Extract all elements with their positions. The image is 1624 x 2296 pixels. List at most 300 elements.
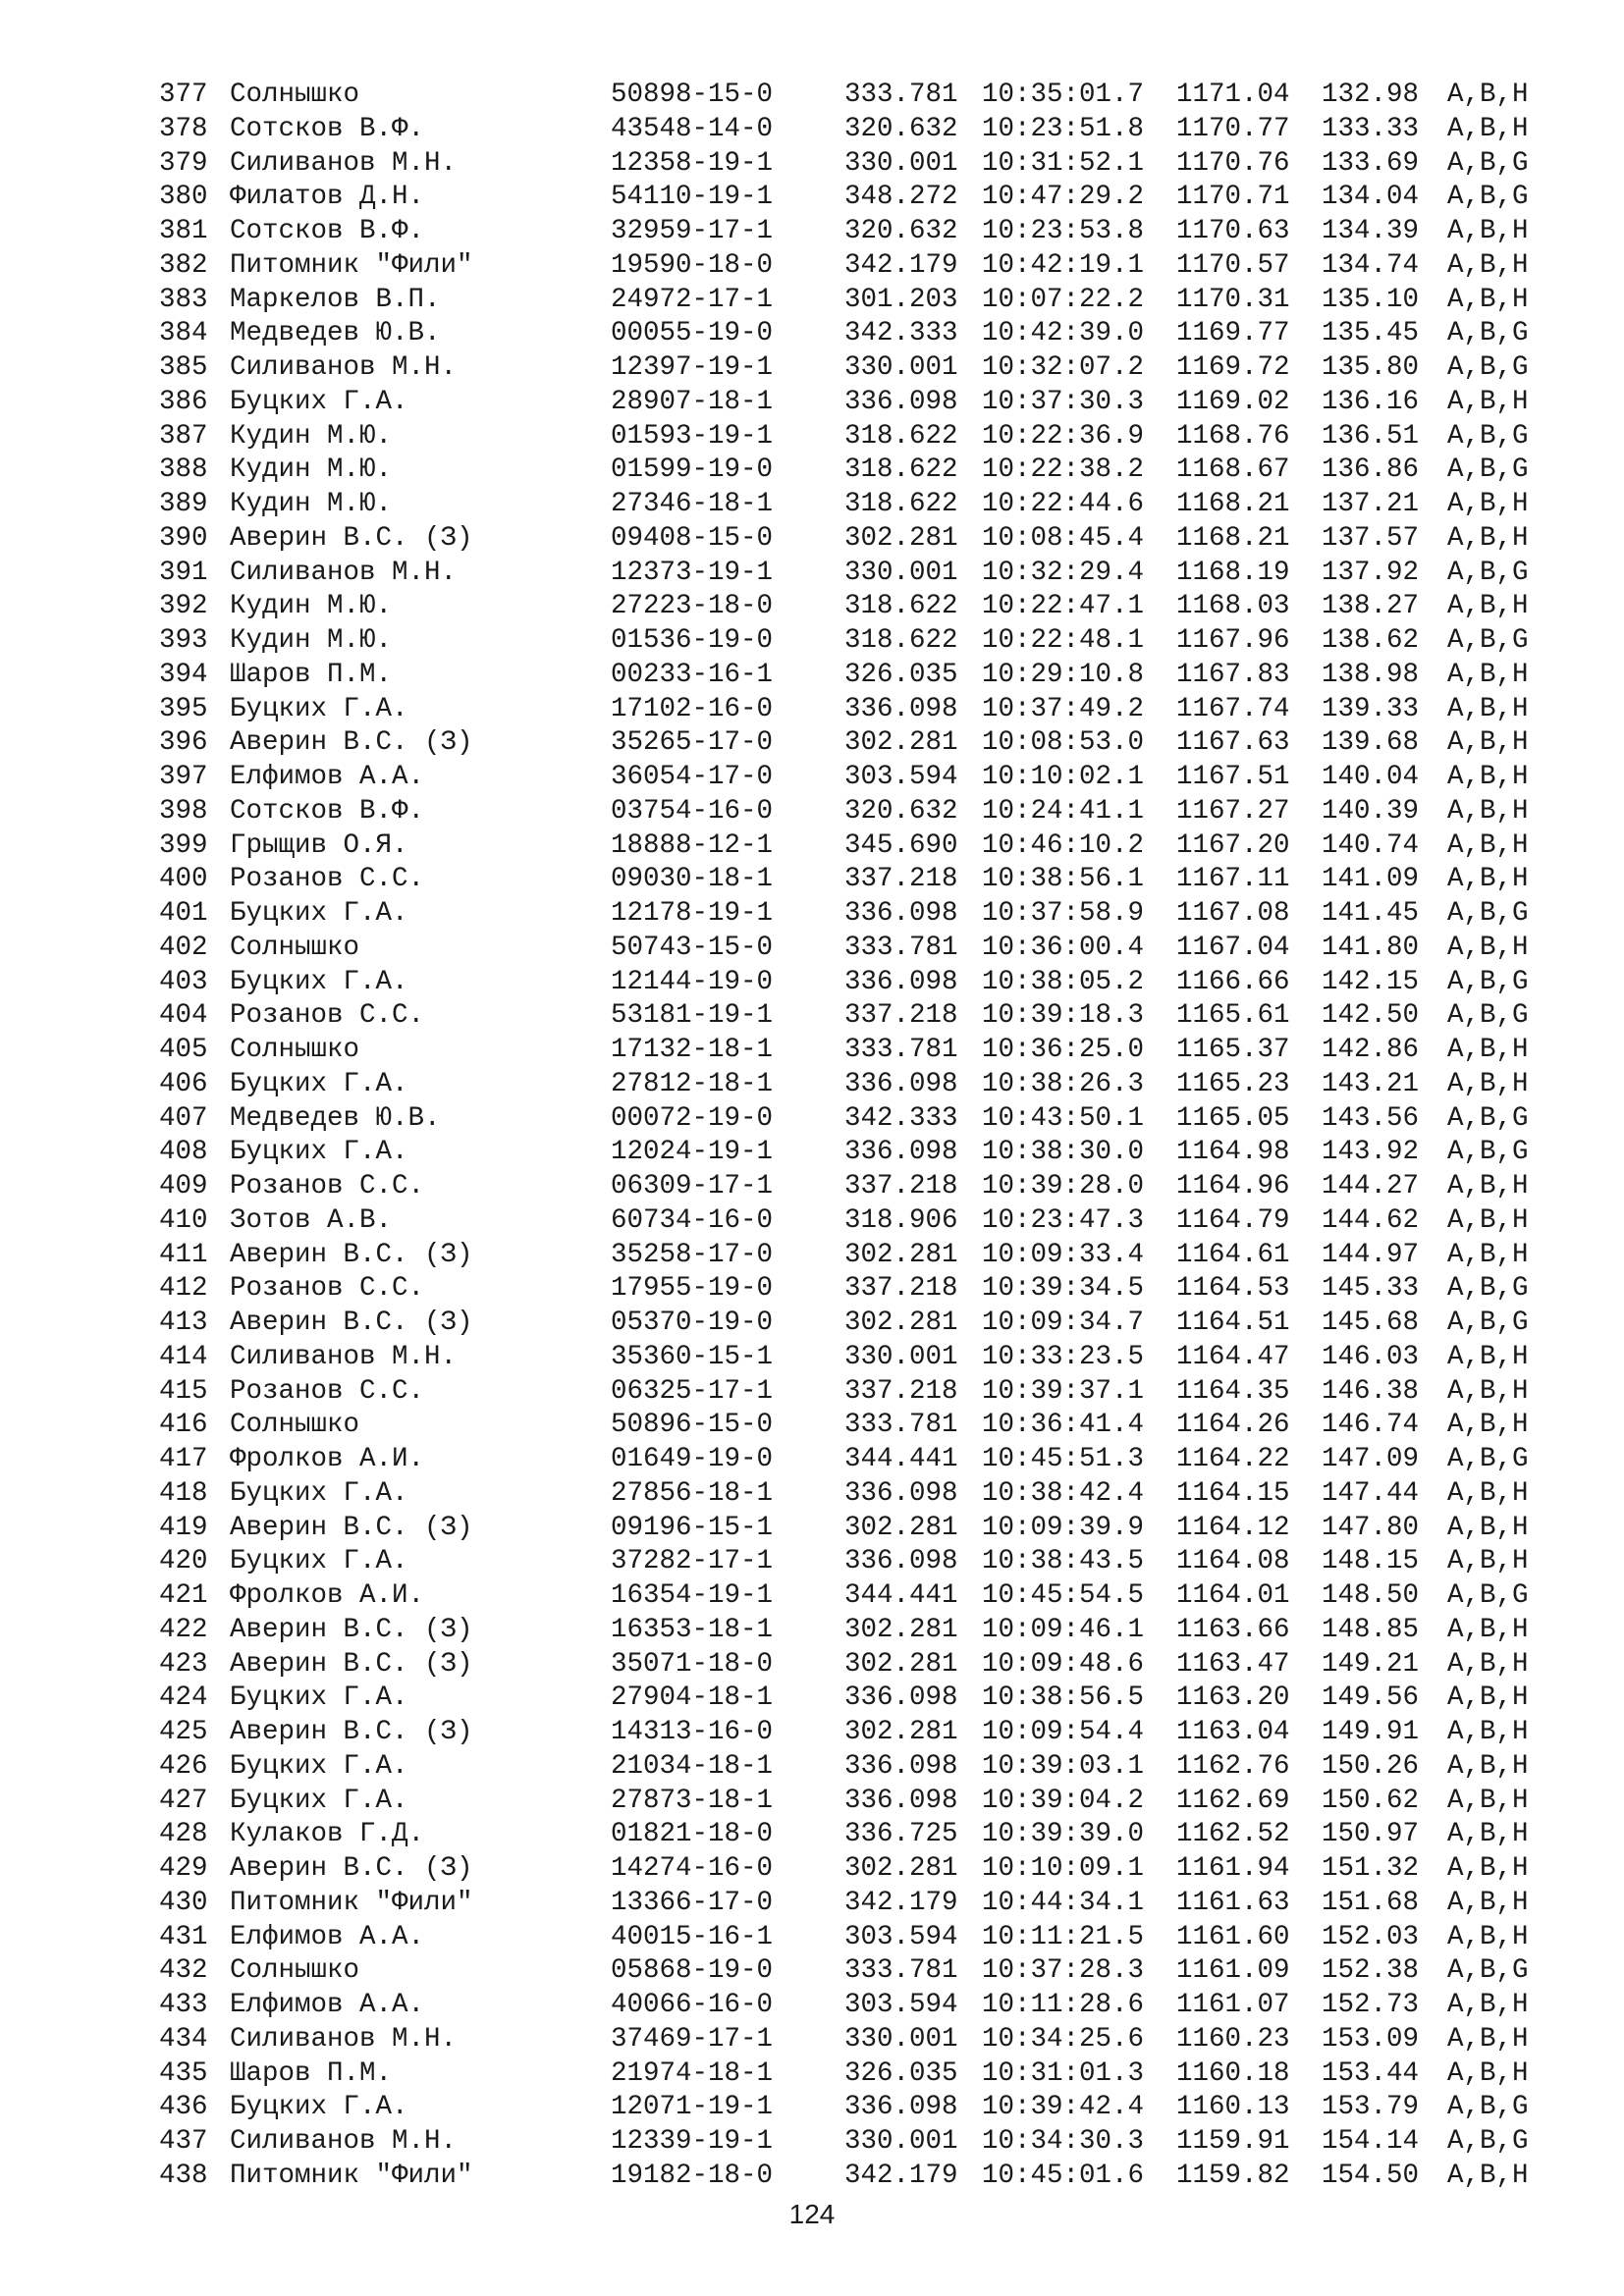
speed: 1159.82 [1176, 2160, 1290, 2191]
flags: A,B,H [1447, 113, 1529, 144]
points: 150.97 [1322, 1819, 1420, 1850]
flags: A,B,G [1447, 454, 1529, 486]
ring-number: 21974-18-1 [611, 2057, 774, 2089]
place-number: 428 [159, 1819, 208, 1850]
flags: A,B,H [1447, 249, 1529, 281]
arrival-time: 10:36:41.4 [982, 1410, 1145, 1441]
distance: 302.281 [844, 1512, 958, 1543]
speed: 1166.66 [1176, 966, 1290, 997]
flags: A,B,H [1447, 1648, 1529, 1680]
distance: 302.281 [844, 1614, 958, 1645]
place-number: 426 [159, 1750, 208, 1782]
place-number: 415 [159, 1375, 208, 1407]
speed: 1171.04 [1176, 80, 1290, 110]
points: 148.85 [1322, 1614, 1420, 1645]
fancier-name: Питомник "Фили" [230, 2160, 473, 2191]
place-number: 405 [159, 1035, 208, 1065]
flags: A,B,H [1447, 1785, 1529, 1816]
table-row [159, 1034, 1573, 1068]
flags: A,B,H [1447, 795, 1529, 827]
place-number: 394 [159, 659, 208, 690]
ring-number: 12144-19-0 [611, 966, 774, 997]
arrival-time: 10:22:38.2 [982, 454, 1145, 486]
speed: 1164.79 [1176, 1204, 1290, 1236]
points: 138.62 [1322, 625, 1420, 656]
distance: 302.281 [844, 1853, 958, 1884]
ring-number: 37469-17-1 [611, 2023, 774, 2055]
points: 145.68 [1322, 1308, 1420, 1338]
flags: A,B,H [1447, 386, 1529, 417]
ring-number: 35258-17-0 [611, 1239, 774, 1270]
distance: 336.098 [844, 1546, 958, 1577]
results-table [159, 79, 1573, 2194]
distance: 342.333 [844, 1102, 958, 1134]
ring-number: 27904-18-1 [611, 1682, 774, 1714]
speed: 1165.37 [1176, 1035, 1290, 1065]
speed: 1159.91 [1176, 2126, 1290, 2157]
ring-number: 50898-15-0 [611, 80, 774, 110]
place-number: 431 [159, 1921, 208, 1952]
fancier-name: Кудин М.Ю. [230, 489, 393, 519]
distance: 318.622 [844, 420, 958, 452]
arrival-time: 10:44:34.1 [982, 1887, 1145, 1918]
ring-number: 27346-18-1 [611, 489, 774, 519]
ring-number: 36054-17-0 [611, 762, 774, 792]
speed: 1165.61 [1176, 1000, 1290, 1032]
table-row [159, 1307, 1573, 1341]
arrival-time: 10:45:01.6 [982, 2160, 1145, 2191]
arrival-time: 10:09:34.7 [982, 1308, 1145, 1338]
arrival-time: 10:09:46.1 [982, 1614, 1145, 1645]
arrival-time: 10:10:02.1 [982, 762, 1145, 792]
flags: A,B,H [1447, 591, 1529, 622]
place-number: 422 [159, 1614, 208, 1645]
points: 136.86 [1322, 454, 1420, 486]
flags: A,B,G [1447, 966, 1529, 997]
arrival-time: 10:34:25.6 [982, 2023, 1145, 2055]
fancier-name: Силиванов М.Н. [230, 557, 458, 588]
points: 143.21 [1322, 1068, 1420, 1099]
table-row [159, 1272, 1573, 1307]
arrival-time: 10:22:47.1 [982, 591, 1145, 622]
distance: 318.622 [844, 625, 958, 656]
speed: 1170.71 [1176, 182, 1290, 213]
fancier-name: Кудин М.Ю. [230, 454, 393, 486]
points: 135.45 [1322, 318, 1420, 349]
flags: A,B,H [1447, 1204, 1529, 1236]
distance: 344.441 [844, 1444, 958, 1474]
points: 154.50 [1322, 2160, 1420, 2191]
arrival-time: 10:11:21.5 [982, 1921, 1145, 1952]
table-row [159, 147, 1573, 182]
ring-number: 01821-18-0 [611, 1819, 774, 1850]
fancier-name: Шаров П.М. [230, 2057, 393, 2089]
arrival-time: 10:47:29.2 [982, 182, 1145, 213]
distance: 302.281 [844, 1239, 958, 1270]
speed: 1167.20 [1176, 829, 1290, 861]
arrival-time: 10:45:51.3 [982, 1444, 1145, 1474]
points: 153.09 [1322, 2023, 1420, 2055]
ring-number: 06309-17-1 [611, 1171, 774, 1201]
speed: 1169.77 [1176, 318, 1290, 349]
distance: 326.035 [844, 659, 958, 690]
distance: 342.179 [844, 2160, 958, 2191]
points: 135.10 [1322, 284, 1420, 315]
flags: A,B,G [1447, 147, 1529, 179]
fancier-name: Солнышко [230, 80, 360, 110]
distance: 301.203 [844, 284, 958, 315]
place-number: 424 [159, 1682, 208, 1714]
distance: 330.001 [844, 2126, 958, 2157]
distance: 318.622 [844, 454, 958, 486]
place-number: 420 [159, 1546, 208, 1577]
fancier-name: Буцких Г.А. [230, 1785, 408, 1816]
table-row [159, 284, 1573, 318]
speed: 1164.26 [1176, 1410, 1290, 1441]
arrival-time: 10:45:54.5 [982, 1580, 1145, 1611]
fancier-name: Аверин В.С. (З) [230, 1648, 473, 1680]
speed: 1162.76 [1176, 1750, 1290, 1782]
fancier-name: Буцких Г.А. [230, 898, 408, 929]
distance: 348.272 [844, 182, 958, 213]
table-row [159, 557, 1573, 591]
ring-number: 01593-19-1 [611, 420, 774, 452]
table-row [159, 863, 1573, 897]
ring-number: 28907-18-1 [611, 386, 774, 417]
flags: A,B,H [1447, 1853, 1529, 1884]
table-row [159, 1989, 1573, 2023]
fancier-name: Аверин В.С. (З) [230, 727, 473, 759]
ring-number: 40015-16-1 [611, 1921, 774, 1952]
flags: A,B,H [1447, 216, 1529, 246]
flags: A,B,H [1447, 1375, 1529, 1407]
flags: A,B,H [1447, 829, 1529, 861]
arrival-time: 10:37:49.2 [982, 693, 1145, 724]
flags: A,B,H [1447, 1546, 1529, 1577]
flags: A,B,H [1447, 489, 1529, 519]
fancier-name: Медведев Ю.В. [230, 1102, 441, 1134]
flags: A,B,G [1447, 1273, 1529, 1305]
fancier-name: Кудин М.Ю. [230, 591, 393, 622]
points: 133.33 [1322, 113, 1420, 144]
fancier-name: Силиванов М.Н. [230, 352, 458, 383]
ring-number: 43548-14-0 [611, 113, 774, 144]
points: 137.21 [1322, 489, 1420, 519]
points: 146.38 [1322, 1375, 1420, 1407]
ring-number: 01536-19-0 [611, 625, 774, 656]
points: 148.15 [1322, 1546, 1420, 1577]
flags: A,B,H [1447, 2160, 1529, 2191]
points: 142.86 [1322, 1035, 1420, 1065]
table-row [159, 317, 1573, 351]
fancier-name: Маркелов В.П. [230, 284, 441, 315]
flags: A,B,H [1447, 1410, 1529, 1441]
table-row [159, 79, 1573, 113]
arrival-time: 10:09:33.4 [982, 1239, 1145, 1270]
speed: 1161.94 [1176, 1853, 1290, 1884]
ring-number: 12397-19-1 [611, 352, 774, 383]
place-number: 382 [159, 249, 208, 281]
table-row [159, 1579, 1573, 1614]
flags: A,B,H [1447, 727, 1529, 759]
ring-number: 14274-16-0 [611, 1853, 774, 1884]
speed: 1161.07 [1176, 1990, 1290, 2020]
ring-number: 35071-18-0 [611, 1648, 774, 1680]
points: 154.14 [1322, 2126, 1420, 2157]
fancier-name: Розанов С.С. [230, 864, 425, 895]
points: 139.33 [1322, 693, 1420, 724]
table-row [159, 693, 1573, 727]
distance: 333.781 [844, 1035, 958, 1065]
points: 150.26 [1322, 1750, 1420, 1782]
speed: 1170.57 [1176, 249, 1290, 281]
table-row [159, 1785, 1573, 1819]
table-row [159, 181, 1573, 215]
arrival-time: 10:29:10.8 [982, 659, 1145, 690]
speed: 1163.66 [1176, 1614, 1290, 1645]
arrival-time: 10:39:03.1 [982, 1750, 1145, 1782]
place-number: 379 [159, 147, 208, 179]
fancier-name: Аверин В.С. (З) [230, 1853, 473, 1884]
table-row [159, 897, 1573, 932]
fancier-name: Буцких Г.А. [230, 1750, 408, 1782]
arrival-time: 10:32:29.4 [982, 557, 1145, 588]
table-row [159, 2057, 1573, 2092]
ring-number: 06325-17-1 [611, 1375, 774, 1407]
place-number: 423 [159, 1648, 208, 1680]
place-number: 406 [159, 1068, 208, 1099]
arrival-time: 10:39:39.0 [982, 1819, 1145, 1850]
speed: 1165.23 [1176, 1068, 1290, 1099]
fancier-name: Буцких Г.А. [230, 1682, 408, 1714]
flags: A,B,G [1447, 182, 1529, 213]
place-number: 389 [159, 489, 208, 519]
place-number: 390 [159, 522, 208, 554]
fancier-name: Солнышко [230, 1035, 360, 1065]
place-number: 400 [159, 864, 208, 895]
table-row [159, 1614, 1573, 1648]
distance: 336.098 [844, 693, 958, 724]
place-number: 397 [159, 762, 208, 792]
points: 134.74 [1322, 249, 1420, 281]
table-row [159, 659, 1573, 693]
distance: 336.098 [844, 1750, 958, 1782]
ring-number: 16353-18-1 [611, 1614, 774, 1645]
distance: 337.218 [844, 1375, 958, 1407]
speed: 1162.69 [1176, 1785, 1290, 1816]
distance: 336.098 [844, 1137, 958, 1168]
distance: 336.098 [844, 1682, 958, 1714]
ring-number: 14313-16-0 [611, 1717, 774, 1747]
fancier-name: Силиванов М.Н. [230, 147, 458, 179]
speed: 1160.18 [1176, 2057, 1290, 2089]
table-row [159, 1239, 1573, 1273]
ring-number: 00055-19-0 [611, 318, 774, 349]
flags: A,B,G [1447, 898, 1529, 929]
distance: 333.781 [844, 80, 958, 110]
place-number: 377 [159, 80, 208, 110]
distance: 330.001 [844, 2023, 958, 2055]
speed: 1161.60 [1176, 1921, 1290, 1952]
speed: 1170.76 [1176, 147, 1290, 179]
fancier-name: Елфимов А.А. [230, 1990, 425, 2020]
arrival-time: 10:38:26.3 [982, 1068, 1145, 1099]
arrival-time: 10:34:30.3 [982, 2126, 1145, 2157]
ring-number: 54110-19-1 [611, 182, 774, 213]
place-number: 413 [159, 1308, 208, 1338]
fancier-name: Буцких Г.А. [230, 1546, 408, 1577]
ring-number: 13366-17-0 [611, 1887, 774, 1918]
table-row [159, 1375, 1573, 1410]
distance: 303.594 [844, 1990, 958, 2020]
speed: 1164.22 [1176, 1444, 1290, 1474]
speed: 1168.21 [1176, 489, 1290, 519]
place-number: 404 [159, 1000, 208, 1032]
speed: 1168.19 [1176, 557, 1290, 588]
flags: A,B,H [1447, 80, 1529, 110]
ring-number: 12071-19-1 [611, 2092, 774, 2123]
ring-number: 60734-16-0 [611, 1204, 774, 1236]
flags: A,B,G [1447, 625, 1529, 656]
arrival-time: 10:22:36.9 [982, 420, 1145, 452]
distance: 333.781 [844, 1410, 958, 1441]
table-row [159, 966, 1573, 1000]
distance: 336.725 [844, 1819, 958, 1850]
flags: A,B,G [1447, 1444, 1529, 1474]
distance: 345.690 [844, 829, 958, 861]
flags: A,B,H [1447, 1990, 1529, 2020]
distance: 336.098 [844, 966, 958, 997]
distance: 320.632 [844, 113, 958, 144]
speed: 1167.74 [1176, 693, 1290, 724]
arrival-time: 10:38:56.5 [982, 1682, 1145, 1714]
distance: 337.218 [844, 1000, 958, 1032]
place-number: 383 [159, 284, 208, 315]
ring-number: 21034-18-1 [611, 1750, 774, 1782]
arrival-time: 10:38:56.1 [982, 864, 1145, 895]
flags: A,B,H [1447, 1750, 1529, 1782]
table-row [159, 829, 1573, 864]
flags: A,B,G [1447, 420, 1529, 452]
arrival-time: 10:11:28.6 [982, 1990, 1145, 2020]
points: 134.39 [1322, 216, 1420, 246]
flags: A,B,G [1447, 1000, 1529, 1032]
fancier-name: Елфимов А.А. [230, 1921, 425, 1952]
place-number: 438 [159, 2160, 208, 2191]
ring-number: 32959-17-1 [611, 216, 774, 246]
arrival-time: 10:09:54.4 [982, 1717, 1145, 1747]
fancier-name: Силиванов М.Н. [230, 2126, 458, 2157]
table-row [159, 1716, 1573, 1750]
fancier-name: Силиванов М.Н. [230, 1341, 458, 1372]
speed: 1167.83 [1176, 659, 1290, 690]
ring-number: 01599-19-0 [611, 454, 774, 486]
fancier-name: Буцких Г.А. [230, 1477, 408, 1509]
points: 153.79 [1322, 2092, 1420, 2123]
table-row [159, 1341, 1573, 1375]
table-row [159, 1954, 1573, 1989]
place-number: 386 [159, 386, 208, 417]
speed: 1163.04 [1176, 1717, 1290, 1747]
speed: 1170.77 [1176, 113, 1290, 144]
table-row [159, 113, 1573, 147]
flags: A,B,G [1447, 557, 1529, 588]
distance: 336.098 [844, 1477, 958, 1509]
flags: A,B,G [1447, 2126, 1529, 2157]
arrival-time: 10:39:42.4 [982, 2092, 1145, 2123]
flags: A,B,G [1447, 318, 1529, 349]
points: 144.62 [1322, 1204, 1420, 1236]
speed: 1164.01 [1176, 1580, 1290, 1611]
ring-number: 24972-17-1 [611, 284, 774, 315]
fancier-name: Кулаков Г.Д. [230, 1819, 425, 1850]
speed: 1163.47 [1176, 1648, 1290, 1680]
ring-number: 19182-18-0 [611, 2160, 774, 2191]
arrival-time: 10:38:43.5 [982, 1546, 1145, 1577]
place-number: 393 [159, 625, 208, 656]
place-number: 418 [159, 1477, 208, 1509]
table-row [159, 2023, 1573, 2057]
points: 147.80 [1322, 1512, 1420, 1543]
speed: 1161.09 [1176, 1955, 1290, 1987]
distance: 302.281 [844, 1308, 958, 1338]
points: 140.74 [1322, 829, 1420, 861]
place-number: 380 [159, 182, 208, 213]
speed: 1168.21 [1176, 522, 1290, 554]
place-number: 435 [159, 2057, 208, 2089]
place-number: 434 [159, 2023, 208, 2055]
arrival-time: 10:42:19.1 [982, 249, 1145, 281]
fancier-name: Елфимов А.А. [230, 762, 425, 792]
flags: A,B,H [1447, 762, 1529, 792]
speed: 1164.51 [1176, 1308, 1290, 1338]
fancier-name: Аверин В.С. (З) [230, 1614, 473, 1645]
fancier-name: Аверин В.С. (З) [230, 1239, 473, 1270]
place-number: 427 [159, 1785, 208, 1816]
points: 137.57 [1322, 522, 1420, 554]
place-number: 395 [159, 693, 208, 724]
flags: A,B,H [1447, 1614, 1529, 1645]
fancier-name: Буцких Г.А. [230, 2092, 408, 2123]
fancier-name: Буцких Г.А. [230, 386, 408, 417]
fancier-name: Буцких Г.А. [230, 1137, 408, 1168]
speed: 1164.96 [1176, 1171, 1290, 1201]
flags: A,B,G [1447, 1308, 1529, 1338]
arrival-time: 10:09:39.9 [982, 1512, 1145, 1543]
place-number: 410 [159, 1204, 208, 1236]
place-number: 436 [159, 2092, 208, 2123]
flags: A,B,H [1447, 693, 1529, 724]
ring-number: 09030-18-1 [611, 864, 774, 895]
table-row [159, 2091, 1573, 2125]
distance: 336.098 [844, 2092, 958, 2123]
table-row [159, 1545, 1573, 1579]
flags: A,B,H [1447, 1341, 1529, 1372]
fancier-name: Розанов С.С. [230, 1171, 425, 1201]
ring-number: 19590-18-0 [611, 249, 774, 281]
flags: A,B,H [1447, 2023, 1529, 2055]
speed: 1167.63 [1176, 727, 1290, 759]
distance: 330.001 [844, 147, 958, 179]
table-row [159, 1852, 1573, 1887]
arrival-time: 10:42:39.0 [982, 318, 1145, 349]
arrival-time: 10:37:28.3 [982, 1955, 1145, 1987]
flags: A,B,H [1447, 659, 1529, 690]
table-row [159, 1170, 1573, 1204]
ring-number: 17102-16-0 [611, 693, 774, 724]
distance: 330.001 [844, 557, 958, 588]
place-number: 430 [159, 1887, 208, 1918]
